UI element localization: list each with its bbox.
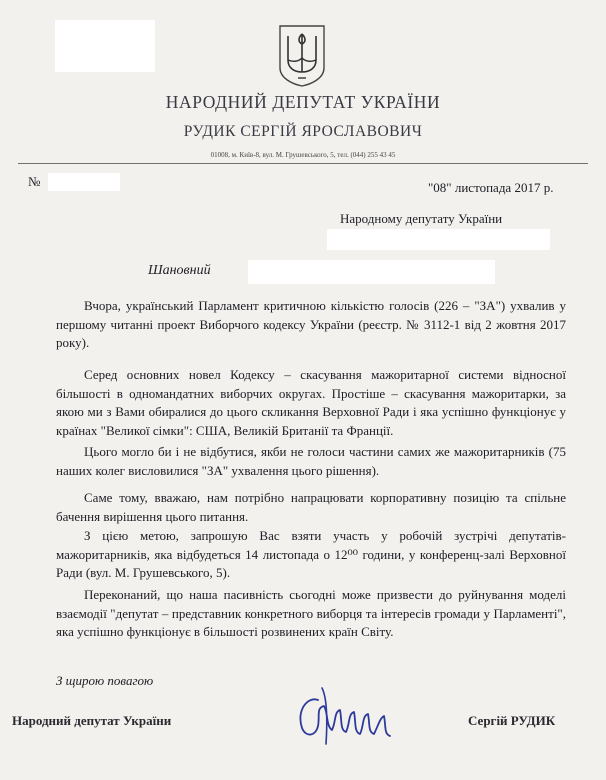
paragraph-5: З цією метою, запрошую Вас взяти участь у робочій зустрічі депутатів-мажоритарників, яка відбудеться 14 листопада о 12⁰⁰ години, у конференц-залі Верховної Ради (вул. М. Грушевського, 5). xyxy=(56,528,566,580)
header-name: РУДИК СЕРГІЙ ЯРОСЛАВОВИЧ xyxy=(183,123,423,140)
redacted-recipient-name xyxy=(327,229,550,250)
document-number-label: № xyxy=(28,174,41,189)
paragraph-1: Вчора, український Парламент критичною кількістю голосів (226 – "ЗА") ухвалив у першому читанні проект Виборчого кодексу України (реєстр. № 3112-1 від 2 жовтня 2017 року). xyxy=(56,298,566,350)
redacted-corner-box xyxy=(55,20,155,72)
header-address: 01008, м. Київ-8, вул. М. Грушевського, 5, тел. (044) 255 43 45 xyxy=(210,151,396,159)
paragraph-2: Серед основних новел Кодексу – скасування мажоритарної системи відносної більшості в одномандатних виборчих округах. Простіше – скасування мажоритарки, за якою ми з Вами обиралися до цього скликання Верховної Ради і яка успішно функціонує у країнах "Великої сімки": США, Великій Британії та Франції. xyxy=(56,367,566,438)
paragraph-4: Саме тому, вважаю, нам потрібно напрацювати корпоративну позицію та спільне бачення вирішення цього питання. xyxy=(56,490,566,524)
paragraph-3: Цього могло би і не відбутися, якби не голоси частини самих же мажоритарників (75 наших колег висловилися "ЗА" ухвалення цього рішення). xyxy=(56,444,566,478)
signature-position: Народний депутат України xyxy=(12,713,172,728)
redacted-salutation-name xyxy=(248,260,495,284)
recipient-title: Народному депутату України xyxy=(340,211,503,226)
salutation: Шановний xyxy=(148,263,211,278)
trident-emblem-icon xyxy=(276,22,328,88)
closing-phrase: З щирою повагою xyxy=(56,673,154,688)
handwritten-signature xyxy=(288,682,408,752)
redacted-document-number xyxy=(48,173,120,191)
header-divider xyxy=(18,163,588,164)
header-title: НАРОДНИЙ ДЕПУТАТ УКРАЇНИ xyxy=(165,92,441,112)
signature-name: Сергій РУДИК xyxy=(468,713,556,728)
paragraph-6: Переконаний, що наша пасивність сьогодні може призвести до руйнування моделі взаємодії "депутат – представник конкретного виборця та інтересів громади у Парламенті", яка успішно функціонує в більшості розвинених країн Світу. xyxy=(56,587,566,639)
document-date: "08" листопада 2017 р. xyxy=(428,180,554,195)
